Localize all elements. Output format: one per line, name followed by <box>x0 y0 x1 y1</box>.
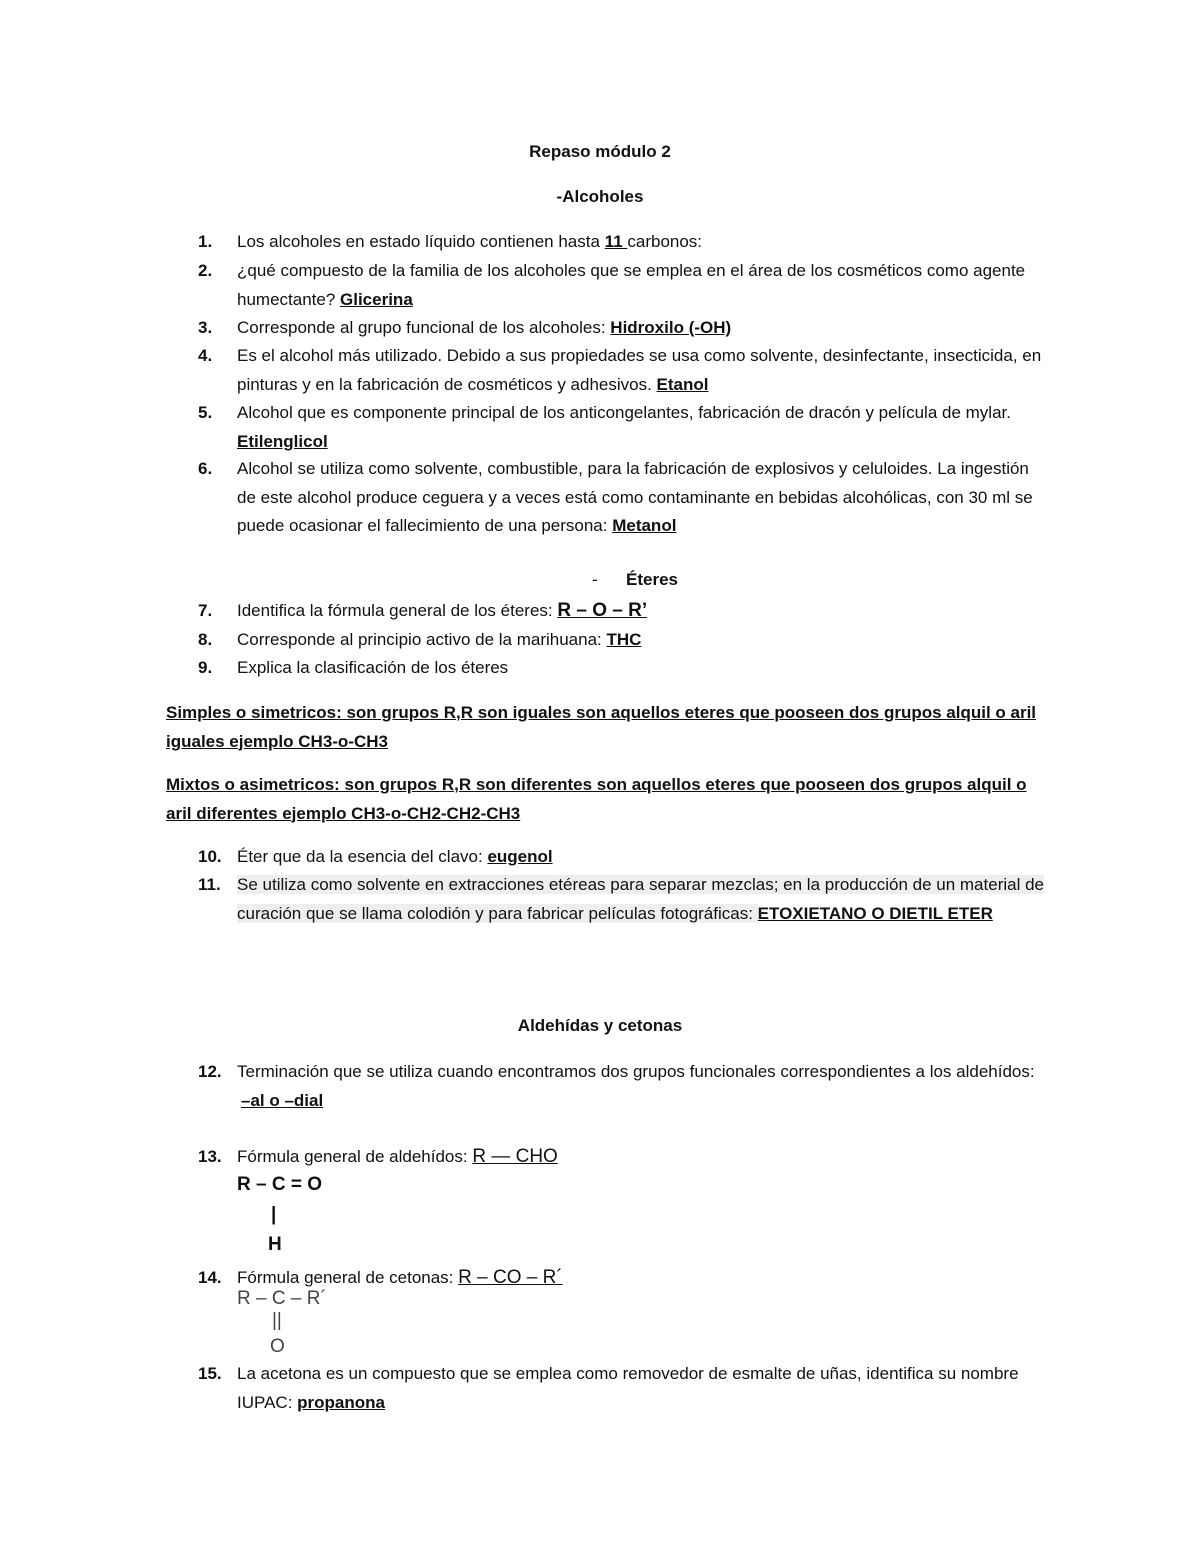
question-text: La acetona es un compuesto que se emplea como removedor de esmalte de uñas, identifica su nombre IUPAC: <box>237 1364 1019 1412</box>
answer: R – O – R’ <box>557 600 648 621</box>
answer: –al o –dial <box>241 1090 324 1110</box>
answer: 11 <box>604 232 628 251</box>
question-text: Corresponde al grupo funcional de los alcoholes: <box>237 318 611 337</box>
question-number: 13. <box>198 1147 222 1166</box>
section-alcoholes-heading: -Alcoholes <box>556 187 644 206</box>
aldehido-structure-line1: R – C = O <box>237 1174 322 1195</box>
question-text: Se utiliza como solvente en extracciones etéreas para separar mezclas; en la producción de un material de curación que se llama colodión y para fabricar películas fotográficas: <box>237 875 1044 923</box>
question-text: Fórmula general de aldehídos: <box>237 1147 473 1166</box>
question-text: ¿qué compuesto de la familia de los alcoholes que se emplea en el área de los cosméticos como agente humectante? <box>237 261 1026 309</box>
answer: ETOXIETANO O DIETIL ETER <box>757 903 993 923</box>
answer: THC <box>606 630 642 649</box>
question-number: 7. <box>198 601 213 620</box>
aldehido-structure-line3: H <box>268 1234 282 1255</box>
question-number: 6. <box>198 459 213 478</box>
question-text: Fórmula general de cetonas: <box>237 1268 459 1287</box>
question-text: Es el alcohol más utilizado. Debido a sus propiedades se usa como solvente, desinfectante, insecticida, en pinturas y en la fabricación de cosméticos y adhesivos. <box>237 346 1042 394</box>
section-aldehidos-heading: Aldehídas y cetonas <box>517 1016 683 1035</box>
answer: R — CHO <box>472 1146 558 1167</box>
question-number: 14. <box>198 1268 222 1287</box>
eteres-mixtos-paragraph: Mixtos o asimetricos: son grupos R,R son diferentes son aquellos eteres que pooseen dos grupos alquil o aril diferentes ejemplo CH3-o-CH2-CH2-CH3 <box>166 775 1027 823</box>
eteres-simples-paragraph: Simples o simetricos: son grupos R,R son iguales son aquellos eteres que pooseen dos grupos alquil o aril iguales ejemplo CH3-o-CH3 <box>166 703 1037 751</box>
question-number: 3. <box>198 318 213 337</box>
question-text-tail: carbonos: <box>627 232 703 251</box>
answer: Glicerina <box>340 289 413 309</box>
question-number: 11. <box>198 875 221 894</box>
cetona-structure-bond: || <box>272 1310 282 1331</box>
page-title: Repaso módulo 2 <box>529 142 671 161</box>
answer: propanona <box>297 1392 385 1412</box>
question-number: 12. <box>198 1062 222 1081</box>
answer: R – CO – R´ <box>458 1267 563 1288</box>
question-text: Corresponde al principio activo de la marihuana: <box>237 630 607 649</box>
question-text: Los alcoholes en estado líquido contienen hasta <box>237 232 605 251</box>
question-text: Éter que da la esencia del clavo: <box>237 847 488 866</box>
cetona-structure-line1: R – C – R´ <box>237 1288 327 1309</box>
question-text: Terminación que se utiliza cuando encontramos dos grupos funcionales correspondientes a los aldehídos: <box>237 1062 1035 1081</box>
question-text: Alcohol se utiliza como solvente, combustible, para la fabricación de explosivos y celuloides. La ingestión de este alcohol produce ceguera y a veces está como contaminante en bebidas alcohólicas, con 30 ml se puede ocasionar el fallecimiento de una persona: <box>237 459 1033 535</box>
section-eteres-dash: - <box>592 570 598 589</box>
aldehido-structure-bond: | <box>271 1204 277 1225</box>
answer: eugenol <box>487 847 553 866</box>
question-number: 8. <box>198 630 213 649</box>
question-number: 5. <box>198 403 213 422</box>
answer: Metanol <box>612 516 677 535</box>
cetona-structure-line3: O <box>270 1336 285 1357</box>
answer: Etanol <box>656 374 709 394</box>
question-number: 10. <box>198 847 222 866</box>
question-number: 2. <box>198 261 213 280</box>
question-number: 1. <box>198 232 213 251</box>
question-text: Identifica la fórmula general de los éteres: <box>237 601 558 620</box>
answer: Hidroxilo (-OH) <box>610 318 732 337</box>
question-number: 15. <box>198 1364 222 1383</box>
question-text: Explica la clasificación de los éteres <box>237 658 509 677</box>
question-number: 4. <box>198 346 213 365</box>
question-text: Alcohol que es componente principal de los anticongelantes, fabricación de dracón y película de mylar. <box>237 403 1011 422</box>
question-number: 9. <box>198 658 213 677</box>
answer: Etilenglicol <box>237 431 328 451</box>
section-eteres-heading: Éteres <box>626 570 678 589</box>
